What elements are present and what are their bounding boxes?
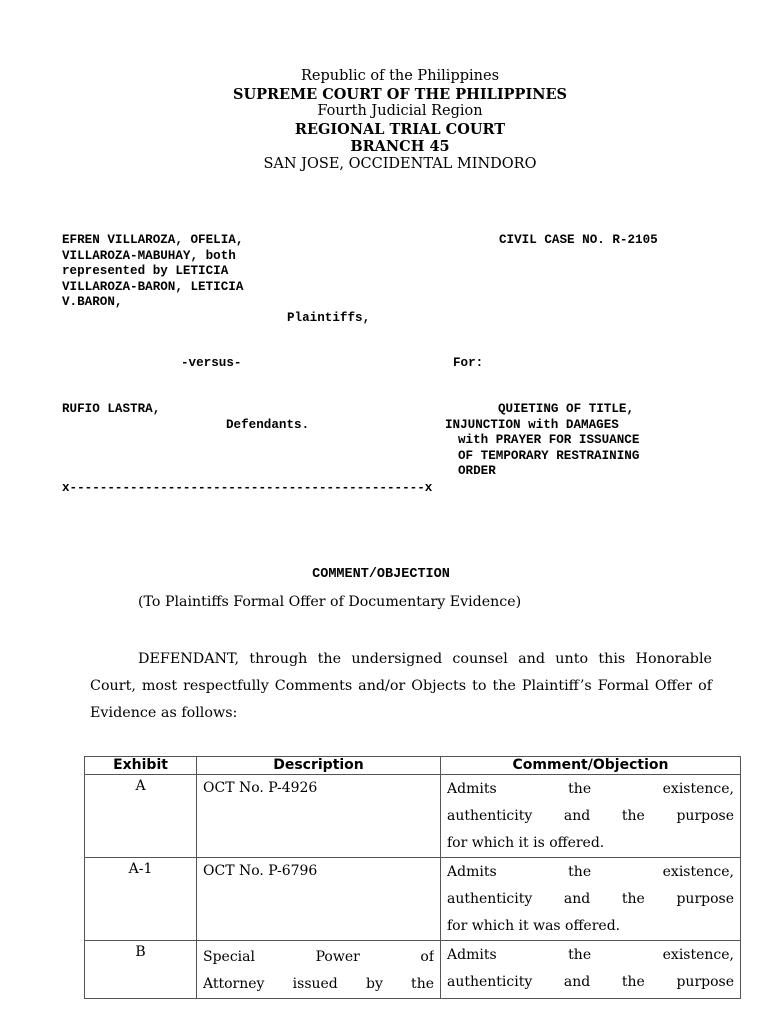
header-supreme-court: SUPREME COURT OF THE PHILIPPINES	[232, 85, 568, 103]
plaintiffs-names	[62, 233, 312, 311]
description-text: OCT No. P-4926	[203, 780, 318, 796]
table-header-row	[85, 757, 741, 775]
exhibit-cell: A	[85, 775, 197, 858]
case-nature-line: QUIETING OF TITLE,	[498, 402, 635, 416]
comment-line: authenticity and the purpose	[447, 974, 734, 990]
document-title: COMMENT/OBJECTION	[312, 567, 450, 582]
comment-line: Admits the existence,	[447, 781, 734, 797]
header-branch: BRANCH 45	[350, 138, 450, 155]
exhibit-cell: A-1	[85, 858, 197, 941]
defendants-label: Defendants.	[226, 418, 310, 432]
comment-line: authenticity and the purpose	[447, 808, 734, 824]
plaintiffs-label: Plaintiffs,	[287, 311, 371, 325]
table-row	[85, 858, 741, 941]
comment-line: authenticity and the purpose	[447, 891, 734, 907]
defendant-name: RUFIO LASTRA,	[62, 402, 161, 416]
plaintiffs-line: V.BARON,	[62, 295, 123, 309]
comment-line: Admits the existence,	[447, 947, 734, 963]
table-row	[85, 775, 741, 858]
header-comment: Comment/Objection	[441, 757, 741, 775]
header-location: SAN JOSE, OCCIDENTAL MINDORO	[263, 155, 537, 172]
case-nature	[445, 402, 728, 480]
plaintiffs-line: EFREN VILLAROZA, OFELIA,	[62, 233, 244, 247]
comment-line: Admits the existence,	[447, 864, 734, 880]
comment-cell	[441, 775, 741, 858]
caption-separator: x-----------------------------------------------x	[62, 481, 433, 495]
description-line: Attorney issued by the	[203, 976, 434, 992]
court-header	[0, 68, 768, 173]
header-judicial-region: Fourth Judicial Region	[317, 103, 483, 119]
header-description: Description	[197, 757, 441, 775]
plaintiffs-line: VILLAROZA-MABUHAY, both	[62, 248, 236, 263]
exhibit-cell: B	[85, 941, 197, 999]
plaintiffs-line: represented by LETICIA	[62, 264, 229, 278]
evidence-table	[84, 756, 741, 999]
document-subtitle: (To Plaintiffs Formal Offer of Documentary Evidence)	[138, 594, 522, 610]
comment-line: for which it is offered.	[447, 835, 605, 851]
body-paragraph: DEFENDANT, through the undersigned counsel and unto this Honorable Court, most respectfully Comments and/or Objects to the Plaintiff’s Formal Offer of Evidence as follows:	[90, 651, 712, 721]
description-cell	[197, 775, 441, 858]
comment-cell	[441, 941, 741, 999]
case-nature-line: with PRAYER FOR ISSUANCE	[458, 433, 640, 447]
description-text: OCT No. P-6796	[203, 863, 318, 879]
comment-line: for which it was offered.	[447, 918, 621, 934]
versus-label: -versus-	[181, 356, 242, 370]
case-nature-line: INJUNCTION with DAMAGES	[445, 417, 619, 432]
case-nature-line: ORDER	[458, 464, 496, 478]
header-regional-trial-court: REGIONAL TRIAL COURT	[294, 120, 506, 138]
header-exhibit: Exhibit	[85, 757, 197, 775]
comment-cell	[441, 858, 741, 941]
plaintiffs-line: VILLAROZA-BARON, LETICIA	[62, 279, 244, 294]
description-line: Special Power of	[203, 949, 434, 965]
description-cell	[197, 858, 441, 941]
civil-case-number: CIVIL CASE NO. R-2105	[499, 233, 658, 247]
table-row	[85, 941, 741, 999]
for-label: For:	[453, 356, 484, 370]
header-republic: Republic of the Philippines	[300, 68, 500, 84]
case-nature-line: OF TEMPORARY RESTRAINING	[458, 448, 640, 463]
description-cell	[197, 941, 441, 999]
